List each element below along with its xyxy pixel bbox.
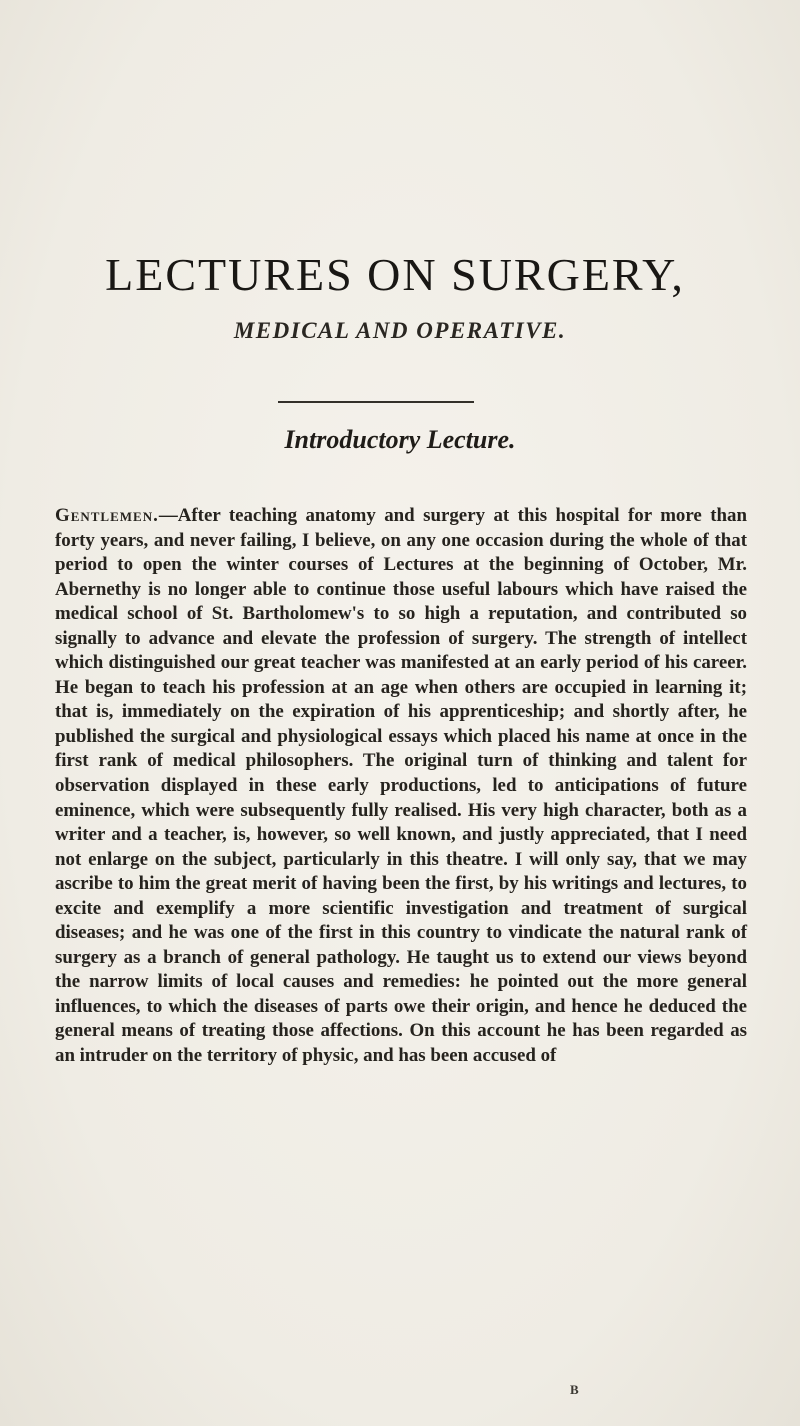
body-text: —After teaching anatomy and surgery at this hospital for more than forty years, and never failing, I believe, on any one occasion during the whole of that period to open the winter courses of Lectures at the beginning of October, Mr. Abernethy is no longer able to continue those useful labours which have raised the medical school of St. Bartholomew's to so high a reputation, and contributed so signally to advance and elevate the profession of surgery. The strength of intellect which distinguished our great teacher was manifested at an early period of his career. He began to teach his profession at an age when others are occupied in learning it; that is, immediately on the expiration of his apprenticeship; and shortly after, he published the surgical and physiological essays which placed his name at once in the first rank of medical philosophers. The original turn of thinking and talent for observation displayed in these early productions, led to anticipations of future eminence, which were subsequently fully realised. His very high character, both as a writer and a teacher, is, however, so well known, and justly appreciated, that I need not enlarge on the subject, particularly in this theatre. I will only say, that we may ascribe to him the great merit of having been the first, by his writings and lectures, to excite and exemplify a more scientific investigation and treatment of surgical diseases; and he was one of the first in this country to vindicate the natural rank of surgery as a branch of general pathology. He taught us to extend our views beyond the narrow limits of local causes and remedies: he pointed out the more general influences, to which the diseases of parts owe their origin, and hence he deduced the general means of treating those affections. On this account he has been regarded as an intruder on the territory of physic, and has been accused of	[55, 505, 747, 1067]
page-title: LECTURES ON SURGERY,	[105, 249, 685, 300]
lecture-heading: Introductory Lecture.	[284, 425, 516, 454]
signature-mark: B	[570, 1382, 579, 1397]
lead-word: Gentlemen.	[55, 505, 159, 526]
body-paragraph	[55, 504, 747, 1069]
page-subtitle: MEDICAL AND OPERATIVE.	[233, 318, 567, 343]
title-divider	[278, 401, 474, 403]
